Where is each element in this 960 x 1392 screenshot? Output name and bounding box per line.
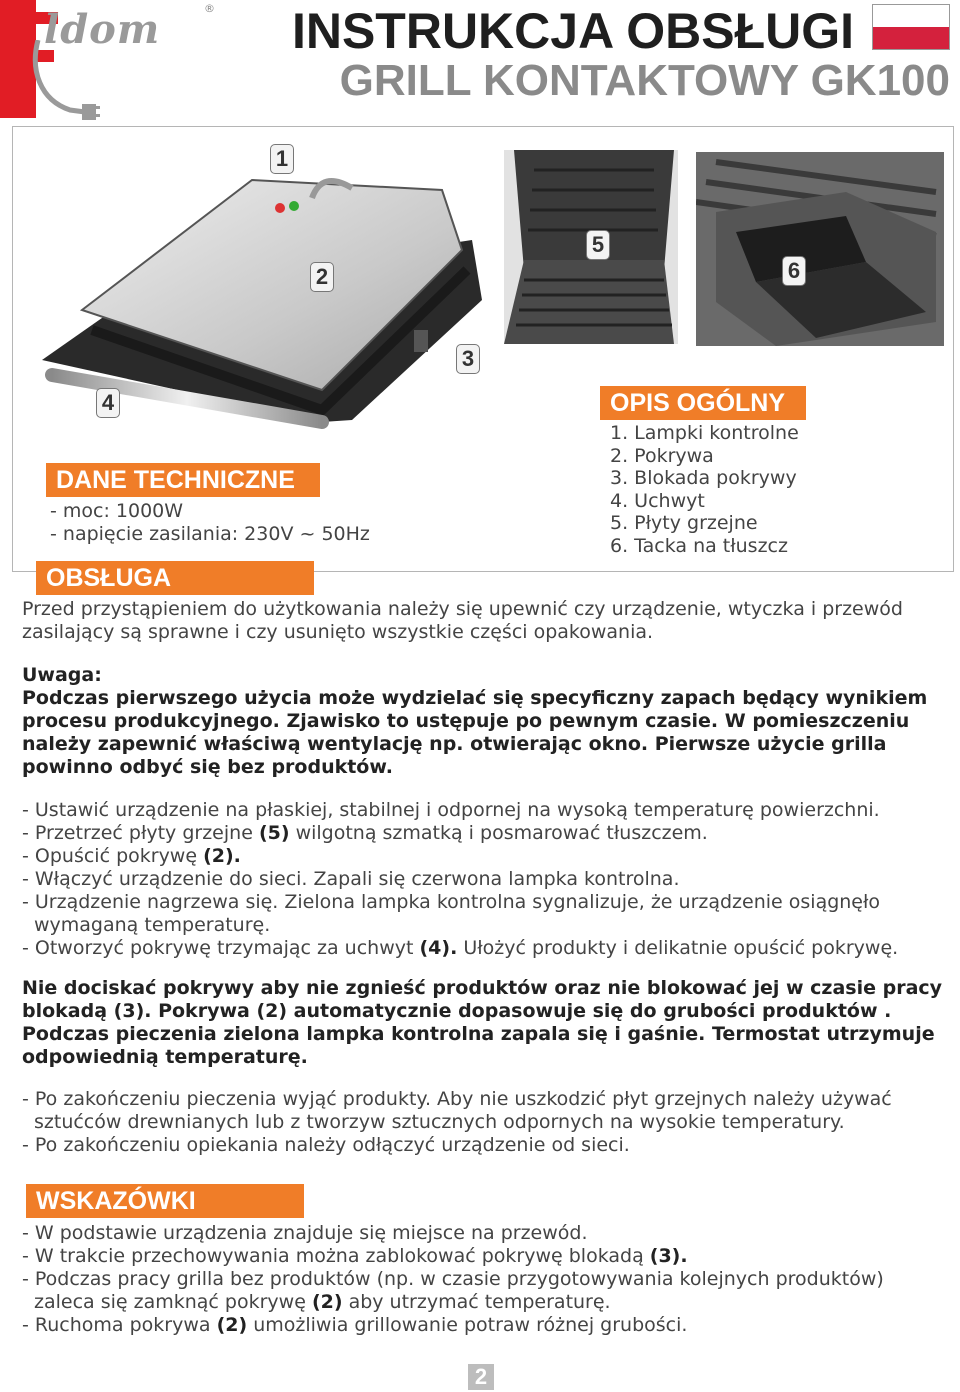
warning-paragraph: Podczas pierwszego użycia może wydzielać się specyficzny zapach będący wynikiem procesu produkcyjnego. Zjawisko to ustępuje po pewnym czasie. W pomieszczeniu należy zapewnić właściwą wentylację np. otwierając okno. Pierwsze użycie grilla powinno odbyć się bez produktów. (22, 687, 928, 778)
list-item: 3. Blokada pokrywy (610, 467, 797, 489)
list-item: - Ruchoma pokrywa (2) umożliwia grillowanie potraw różnej grubości. (22, 1314, 688, 1336)
list-item-continuation: zaleca się zamknąć pokrywę (2) aby utrzymać temperaturę. (34, 1291, 611, 1313)
list-item: - Otworzyć pokrywę trzymając za uchwyt (4). Ułożyć produkty i delikatnie opuścić pokrywę. (22, 937, 899, 959)
section-heading-opis: OPIS OGÓLNY (600, 386, 806, 420)
polish-flag-icon (872, 4, 950, 50)
plug-icon (30, 40, 100, 130)
callout-5: 5 (586, 230, 610, 260)
callout-3: 3 (456, 344, 480, 374)
list-item-continuation: sztućców drewnianych lub z tworzyw sztucznych odpornych na wysokie temperatury. (34, 1111, 845, 1133)
list-item: 6. Tacka na tłuszcz (610, 534, 788, 557)
grill-closed-image (22, 160, 502, 460)
section-heading-dane: DANE TECHNICZNE (46, 463, 320, 497)
intro-paragraph: Przed przystąpieniem do użytkowania należy się upewnić czy urządzenie, wtyczka i przewód zasilający są sprawne i czy usunięto wszystkie części opakowania. (22, 598, 903, 643)
list-item: - Urządzenie nagrzewa się. Zielona lampka kontrolna sygnalizuje, że urządzenie osiągnęło (22, 891, 881, 913)
dane-list (50, 500, 370, 546)
list-item: - Przetrzeć płyty grzejne (5) wilgotną szmatką i posmarować tłuszczem. (22, 822, 708, 844)
warning-label: Uwaga: (22, 664, 102, 686)
list-item: - Podczas pracy grilla bez produktów (np. w czasie przygotowywania kolejnych produktów) (22, 1268, 884, 1290)
callout-1: 1 (270, 144, 294, 174)
list-item: - Ustawić urządzenie na płaskiej, stabilnej i odpornej na wysoką temperaturę powierzchni. (22, 799, 880, 821)
drip-tray-image (696, 152, 944, 346)
logo-text: ldom (44, 6, 161, 53)
page-number: 2 (468, 1364, 494, 1390)
end-steps-list (22, 1088, 952, 1157)
list-item: 1. Lampki kontrolne (610, 422, 799, 444)
registered-mark: ® (204, 2, 215, 15)
callout-4: 4 (96, 388, 120, 418)
list-item: - W trakcie przechowywania można zablokować pokrywę blokadą (3). (22, 1245, 688, 1267)
list-item: - Włączyć urządzenie do sieci. Zapali się czerwona lampka kontrolna. (22, 868, 680, 890)
list-item: - Po zakończeniu opiekania należy odłączyć urządzenie od sieci. (22, 1134, 630, 1156)
list-item: - Opuścić pokrywę (2). (22, 845, 241, 867)
list-item: 5. Płyty grzejne (610, 512, 758, 534)
list-item: - moc: 1000W (50, 500, 184, 522)
tips-list (22, 1222, 952, 1337)
caution-paragraph: Nie dociskać pokrywy aby nie zgnieść produktów oraz nie blokować jej w czasie pracy blokadą (3). Pokrywa (2) automatycznie dopasowuje się do grubości produktów . Podczas pieczenia zielona lampka kontrolna zapala się i gaśnie. Termostat utrzymuje odpowiednią temperaturę. (22, 977, 943, 1068)
section-heading-wskazowki: WSKAZÓWKI (26, 1184, 304, 1218)
list-item: - W podstawie urządzenia znajduje się miejsce na przewód. (22, 1222, 588, 1244)
opis-list (610, 422, 799, 557)
page-subtitle: GRILL KONTAKTOWY GK100 (339, 56, 950, 105)
list-item-continuation: wymaganą temperaturę. (34, 914, 271, 936)
steps-list (22, 799, 952, 960)
callout-6: 6 (782, 256, 806, 286)
list-item: 4. Uchwyt (610, 489, 705, 512)
list-item: 2. Pokrywa (610, 444, 714, 467)
list-item: - napięcie zasilania: 230V ~ 50Hz (50, 523, 370, 545)
page-title: INSTRUKCJA OBSŁUGI (291, 3, 854, 59)
list-item: - Po zakończeniu pieczenia wyjąć produkty. Aby nie uszkodzić płyt grzejnych należy używać (22, 1088, 892, 1110)
section-heading-obsluga: OBSŁUGA (36, 561, 314, 595)
callout-2: 2 (310, 262, 334, 292)
